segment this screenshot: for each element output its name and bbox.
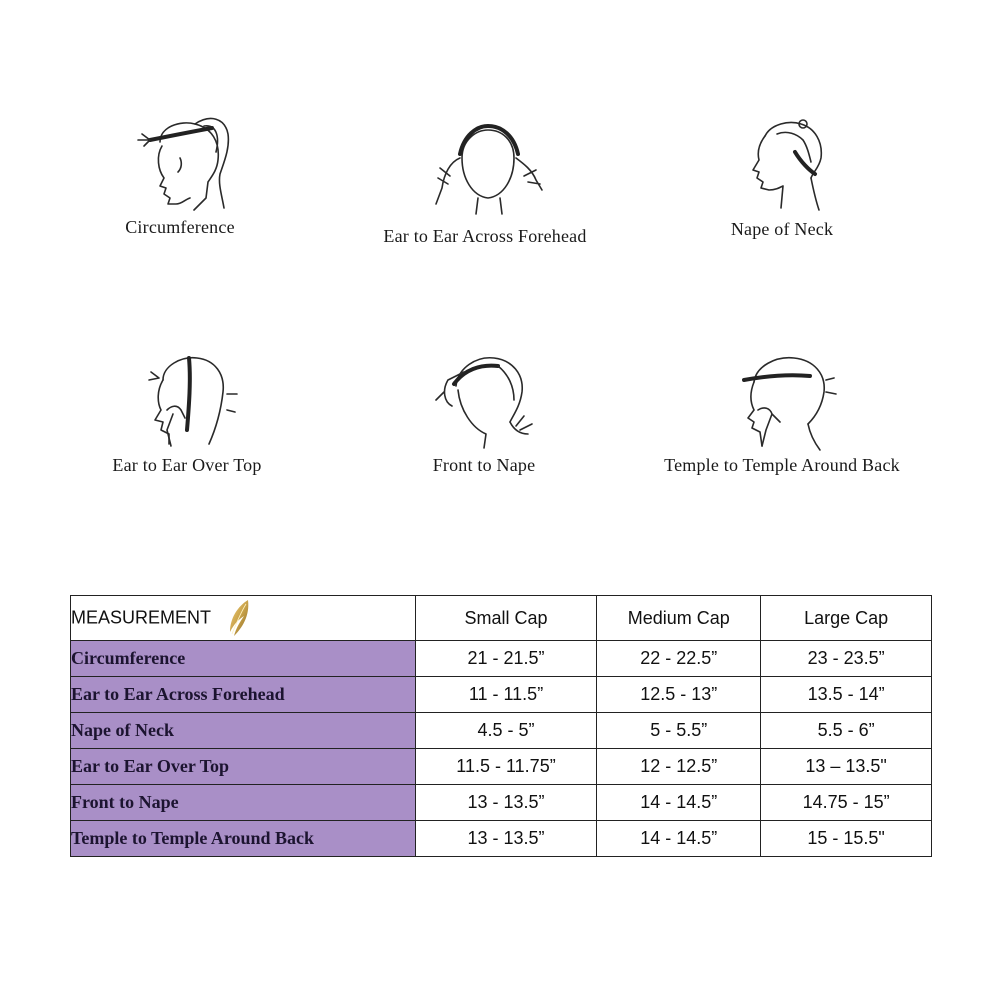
figure-label: Ear to Ear Across Forehead bbox=[383, 226, 587, 246]
table-header-row bbox=[71, 596, 932, 641]
figure-over-top bbox=[37, 350, 337, 476]
large-cap-value: 23 - 23.5” bbox=[761, 641, 932, 677]
table-row bbox=[71, 641, 932, 677]
head-circumference-icon bbox=[120, 112, 240, 217]
measurement-header-label: MEASUREMENT bbox=[71, 607, 212, 628]
row-label: Front to Nape bbox=[71, 785, 416, 821]
large-cap-value: 14.75 - 15” bbox=[761, 785, 932, 821]
figure-ear-forehead bbox=[335, 118, 635, 247]
medium-cap-header: Medium Cap bbox=[597, 596, 761, 641]
small-cap-value: 4.5 - 5” bbox=[415, 713, 597, 749]
head-front-nape-icon bbox=[424, 350, 544, 455]
large-cap-header: Large Cap bbox=[761, 596, 932, 641]
medium-cap-value: 12 - 12.5” bbox=[597, 749, 761, 785]
medium-cap-value: 5 - 5.5” bbox=[597, 713, 761, 749]
figure-front-nape bbox=[334, 350, 634, 476]
figure-temple bbox=[632, 350, 932, 476]
medium-cap-value: 14 - 14.5” bbox=[597, 821, 761, 857]
row-label: Nape of Neck bbox=[71, 713, 416, 749]
size-chart-table bbox=[70, 595, 932, 857]
figure-label: Circumference bbox=[125, 217, 235, 237]
measurement-header bbox=[71, 596, 416, 641]
medium-cap-value: 14 - 14.5” bbox=[597, 785, 761, 821]
table-row bbox=[71, 785, 932, 821]
row-label: Ear to Ear Across Forehead bbox=[71, 677, 416, 713]
small-cap-value: 13 - 13.5” bbox=[415, 785, 597, 821]
figure-nape bbox=[632, 112, 932, 240]
large-cap-value: 5.5 - 6” bbox=[761, 713, 932, 749]
figure-label: Nape of Neck bbox=[730, 219, 834, 239]
large-cap-value: 13 – 13.5" bbox=[761, 749, 932, 785]
table-row bbox=[71, 749, 932, 785]
large-cap-value: 15 - 15.5" bbox=[761, 821, 932, 857]
head-ear-forehead-icon bbox=[420, 118, 550, 218]
small-cap-header: Small Cap bbox=[415, 596, 597, 641]
small-cap-value: 11 - 11.5” bbox=[415, 677, 597, 713]
row-label: Ear to Ear Over Top bbox=[71, 749, 416, 785]
figure-label: Temple to Temple Around Back bbox=[664, 455, 900, 475]
medium-cap-value: 12.5 - 13” bbox=[597, 677, 761, 713]
head-over-top-icon bbox=[127, 350, 247, 455]
figure-label: Front to Nape bbox=[432, 455, 536, 475]
head-nape-icon bbox=[727, 112, 837, 217]
row-label: Temple to Temple Around Back bbox=[71, 821, 416, 857]
table-row bbox=[71, 821, 932, 857]
figure-label: Ear to Ear Over Top bbox=[112, 455, 262, 475]
figure-circumference bbox=[30, 112, 330, 238]
medium-cap-value: 22 - 22.5” bbox=[597, 641, 761, 677]
table-row bbox=[71, 713, 932, 749]
gold-feather-icon bbox=[224, 598, 254, 638]
small-cap-value: 13 - 13.5” bbox=[415, 821, 597, 857]
table-row bbox=[71, 677, 932, 713]
small-cap-value: 21 - 21.5” bbox=[415, 641, 597, 677]
row-label: Circumference bbox=[71, 641, 416, 677]
large-cap-value: 13.5 - 14” bbox=[761, 677, 932, 713]
head-temple-icon bbox=[722, 350, 842, 455]
small-cap-value: 11.5 - 11.75” bbox=[415, 749, 597, 785]
